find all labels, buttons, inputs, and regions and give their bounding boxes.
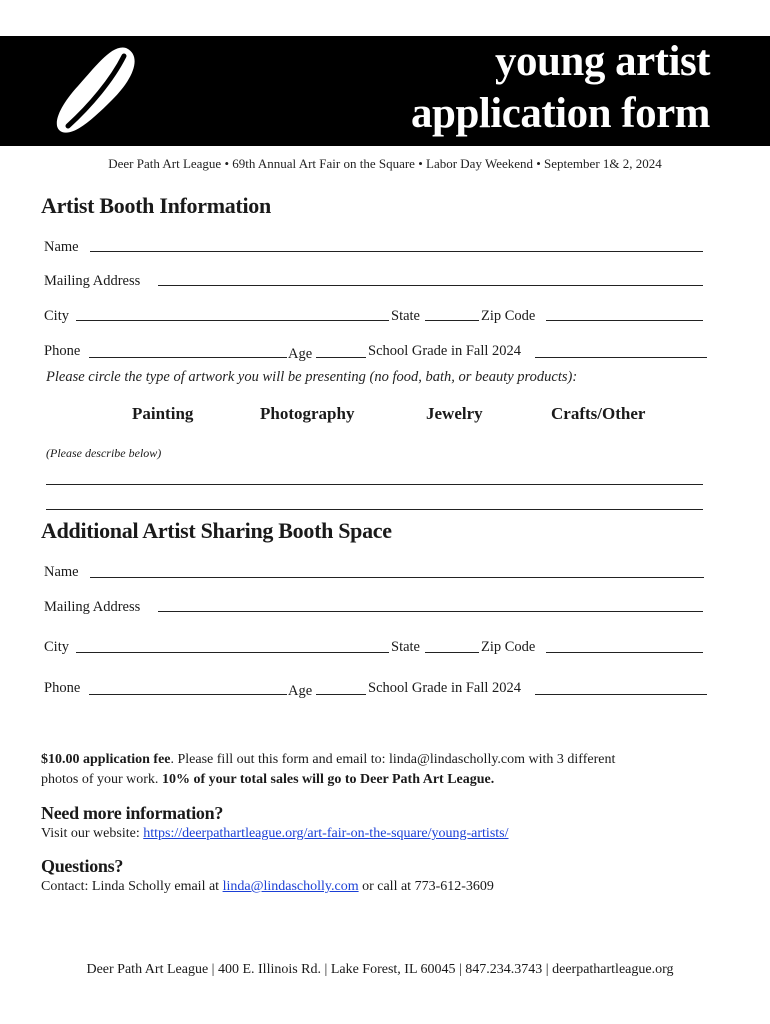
info-line (41, 824, 509, 844)
name-field[interactable] (90, 251, 703, 252)
fee-text-2: photos of your work. (41, 772, 162, 787)
page-title (411, 36, 710, 140)
additional-heading: Additional Artist Sharing Booth Space (41, 518, 392, 543)
city-field[interactable] (76, 320, 389, 321)
category-crafts-other[interactable]: Crafts/Other (551, 404, 646, 423)
category-photography[interactable]: Photography (260, 404, 355, 423)
footer: Deer Path Art League | 400 E. Illinois Rd. | Lake Forest, IL 60045 | 847.234.3743 | deerpathartleague.org (86, 962, 674, 977)
add-address-field[interactable] (158, 611, 703, 612)
leaf-logo-icon (52, 44, 142, 138)
info-prefix: Visit our website: (41, 826, 144, 841)
add-age-field[interactable] (316, 694, 366, 695)
event-subline: Deer Path Art League • 69th Annual Art Fair on the Square • Labor Day Weekend • September 1& 2, 2024 (108, 156, 662, 171)
add-name-label: Name (44, 564, 79, 580)
add-phone-label: Phone (44, 680, 81, 696)
questions-heading: Questions? (41, 856, 124, 876)
add-phone-field[interactable] (89, 694, 287, 695)
age-field[interactable] (316, 357, 366, 358)
add-zip-label: Zip Code (481, 639, 536, 655)
title-line-1: young artist (495, 38, 710, 85)
age-label: Age (288, 346, 313, 362)
email-link[interactable]: linda@lindascholly.com (222, 879, 359, 894)
artwork-prompt: Please circle the type of artwork you will be presenting (no food, bath, or beauty products): (46, 369, 578, 385)
phone-label: Phone (44, 343, 81, 359)
fee-sales-note: 10% of your total sales will go to Deer Path Art League. (161, 772, 495, 787)
questions-suffix: or call at 773-612-3609 (358, 879, 494, 894)
name-row (44, 239, 704, 259)
city-label: City (44, 308, 69, 324)
fee-paragraph (41, 750, 615, 790)
questions-prefix: Contact: Linda Scholly email at (41, 879, 223, 894)
describe-note: (Please describe below) (46, 446, 162, 460)
state-field[interactable] (425, 320, 479, 321)
grade-field[interactable] (535, 357, 707, 358)
title-line-2: application form (411, 90, 710, 137)
fee-text-1: . Please fill out this form and email to: linda@lindascholly.com with 3 different (170, 752, 616, 767)
zip-label: Zip Code (481, 308, 536, 324)
address-field[interactable] (158, 285, 703, 286)
describe-line-2[interactable] (46, 509, 703, 510)
category-jewelry[interactable]: Jewelry (426, 404, 483, 423)
fee-amount: $10.00 application fee (41, 752, 171, 767)
info-heading: Need more information? (41, 803, 224, 823)
describe-line-1[interactable] (46, 484, 703, 485)
category-painting[interactable]: Painting (132, 404, 194, 423)
phone-field[interactable] (89, 357, 287, 358)
state-label: State (391, 308, 420, 324)
add-city-field[interactable] (76, 652, 389, 653)
website-link[interactable]: https://deerpathartleague.org/art-fair-on-the-square/young-artists/ (143, 826, 509, 841)
add-state-label: State (391, 639, 420, 655)
booth-heading: Artist Booth Information (41, 193, 271, 218)
add-zip-field[interactable] (546, 652, 703, 653)
name-label: Name (44, 239, 79, 255)
grade-label: School Grade in Fall 2024 (368, 343, 522, 359)
add-city-label: City (44, 639, 69, 655)
add-state-field[interactable] (425, 652, 479, 653)
add-name-field[interactable] (90, 577, 704, 578)
zip-field[interactable] (546, 320, 703, 321)
add-address-label: Mailing Address (44, 599, 141, 615)
address-label: Mailing Address (44, 273, 141, 289)
add-age-label: Age (288, 683, 313, 699)
add-grade-label: School Grade in Fall 2024 (368, 680, 522, 696)
header-banner (0, 36, 770, 146)
questions-line (41, 877, 494, 897)
add-grade-field[interactable] (535, 694, 707, 695)
